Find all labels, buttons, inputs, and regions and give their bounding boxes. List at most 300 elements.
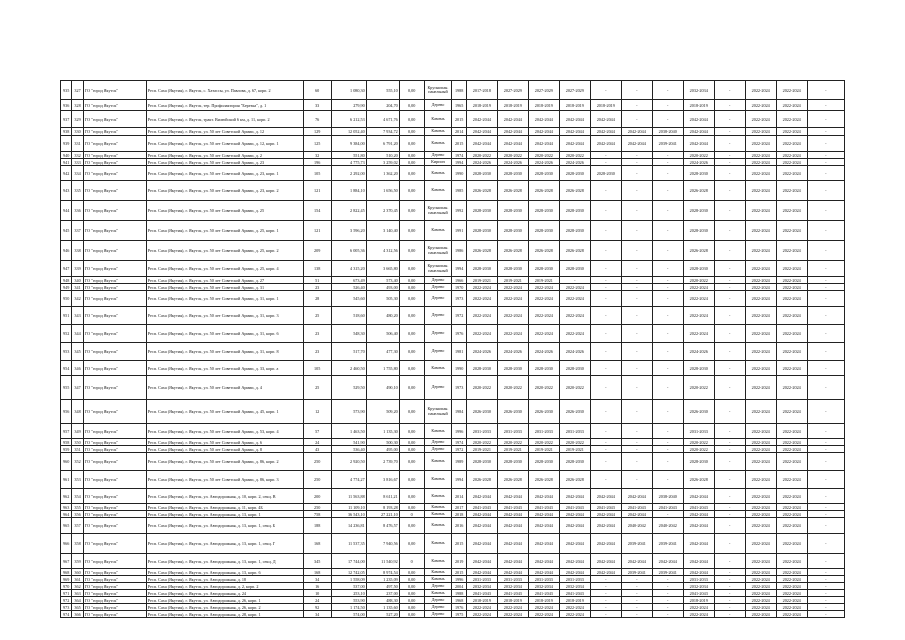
- table-row: [61, 569, 845, 576]
- repair-period-cell: -: [621, 400, 652, 424]
- row-number-cell: 955: [61, 376, 72, 400]
- repair-period-cell: 2042-2044: [590, 534, 621, 554]
- cost-value-cell: 0,00: [399, 201, 424, 221]
- repair-period-cell: 2022-2024: [745, 376, 776, 400]
- house-id-cell: 358: [72, 534, 83, 554]
- repair-period-cell: -: [807, 166, 844, 181]
- repair-period-cell: 2028-2030: [528, 453, 559, 471]
- table-row: [61, 583, 845, 590]
- apartment-count-cell: 758: [303, 511, 331, 518]
- cost-value-cell: 0,00: [399, 307, 424, 325]
- repair-period-cell: 2018-2019: [497, 100, 528, 111]
- repair-period-cell: -: [590, 376, 621, 400]
- repair-period-cell: 2042-2044: [528, 554, 559, 569]
- repair-period-cell: 2028-2030: [528, 261, 559, 277]
- repair-period-cell: -: [807, 534, 844, 554]
- repair-period-cell: 2041-2043: [652, 504, 683, 511]
- repair-period-cell: -: [652, 307, 683, 325]
- house-id-cell: 332: [72, 152, 83, 159]
- living-area-cell: 490,10: [366, 376, 399, 400]
- repair-period-cell: -: [652, 284, 683, 291]
- wall-material-cell: Камень: [424, 471, 452, 489]
- repair-period-cell: 2042-2044: [683, 511, 714, 518]
- living-area-cell: 3 816,67: [366, 471, 399, 489]
- owner-name-cell: ГО "город Якутск": [83, 471, 146, 489]
- living-area-cell: 3 140,40: [366, 221, 399, 241]
- repair-period-cell: -: [590, 576, 621, 583]
- owner-name-cell: ГО "город Якутск": [83, 439, 146, 446]
- build-year-cell: 1990: [452, 361, 466, 376]
- repair-period-cell: 2022-2024: [776, 277, 807, 284]
- repair-period-cell: -: [652, 325, 683, 343]
- total-area-cell: 4 315,20: [331, 261, 366, 277]
- cost-value-cell: 0,00: [399, 100, 424, 111]
- repair-period-cell: -: [621, 261, 652, 277]
- owner-name-cell: ГО "город Якутск": [83, 181, 146, 201]
- table-row: [61, 534, 845, 554]
- house-address-cell: Респ. Саха (Якутия), г. Якутск, ул. Автодорожная, д. 24: [146, 590, 303, 597]
- repair-period-cell: 2042-2044: [621, 554, 652, 569]
- living-area-cell: 27 221,10: [366, 511, 399, 518]
- apartment-count-cell: 200: [303, 489, 331, 504]
- table-row: [61, 453, 845, 471]
- owner-name-cell: ГО "город Якутск": [83, 453, 146, 471]
- repair-period-cell: 2042-2044: [559, 511, 590, 518]
- repair-period-cell: 2042-2044: [621, 136, 652, 152]
- repair-period-cell: 2042-2044: [683, 128, 714, 136]
- row-number-cell: 971: [61, 590, 72, 597]
- apartment-count-cell: 25: [303, 307, 331, 325]
- repair-period-cell: -: [652, 201, 683, 221]
- repair-period-cell: 2024-2026: [497, 343, 528, 361]
- owner-name-cell: ГО "город Якутск": [83, 511, 146, 518]
- repair-period-cell: -: [714, 376, 745, 400]
- repair-period-cell: 2018-2019: [683, 597, 714, 604]
- repair-period-cell: -: [652, 511, 683, 518]
- repair-period-cell: -: [652, 439, 683, 446]
- total-area-cell: 36 543,10: [331, 511, 366, 518]
- living-area-cell: 3 665,80: [366, 261, 399, 277]
- wall-material-cell: Камень: [424, 181, 452, 201]
- house-id-cell: 355: [72, 504, 83, 511]
- apartment-count-cell: 12: [303, 400, 331, 424]
- repair-period-cell: -: [652, 576, 683, 583]
- wall-material-cell: Дерево: [424, 376, 452, 400]
- apartment-count-cell: 60: [303, 81, 331, 100]
- repair-period-cell: 2018-2019: [590, 100, 621, 111]
- repair-period-cell: 2022-2024: [745, 136, 776, 152]
- total-area-cell: 11 563,88: [331, 489, 366, 504]
- repair-period-cell: -: [652, 221, 683, 241]
- house-id-cell: 334: [72, 166, 83, 181]
- repair-period-cell: 2042-2044: [497, 511, 528, 518]
- repair-period-cell: -: [652, 241, 683, 261]
- repair-period-cell: 2020-2022: [528, 152, 559, 159]
- build-year-cell: 1985: [452, 181, 466, 201]
- repair-period-cell: -: [652, 261, 683, 277]
- repair-period-cell: -: [621, 221, 652, 241]
- repair-period-cell: -: [652, 453, 683, 471]
- total-area-cell: 1 558,09: [331, 576, 366, 583]
- table-row: [61, 376, 845, 400]
- repair-period-cell: 2022-2024: [745, 590, 776, 597]
- living-area-cell: 555,10: [366, 81, 399, 100]
- table-row: [61, 471, 845, 489]
- house-id-cell: 364: [72, 597, 83, 604]
- wall-material-cell: Камень: [424, 534, 452, 554]
- row-number-cell: 951: [61, 307, 72, 325]
- repair-period-cell: 2028-2030: [497, 453, 528, 471]
- repair-period-cell: -: [807, 424, 844, 439]
- repair-period-cell: 2041-2043: [683, 504, 714, 511]
- living-area-cell: 3 259,02: [366, 159, 399, 166]
- table-row: [61, 400, 845, 424]
- repair-period-cell: 2022-2024: [776, 471, 807, 489]
- repair-period-cell: 2042-2044: [497, 554, 528, 569]
- row-number-cell: 973: [61, 604, 72, 611]
- repair-period-cell: 2022-2024: [466, 284, 497, 291]
- wall-material-cell: Камень: [424, 518, 452, 534]
- repair-period-cell: 2022-2024: [745, 597, 776, 604]
- living-area-cell: 509,20: [366, 400, 399, 424]
- living-area-cell: 8 611,21: [366, 489, 399, 504]
- repair-period-cell: 2042-2044: [559, 136, 590, 152]
- repair-period-cell: 2039-2041: [652, 569, 683, 576]
- build-year-cell: 1994: [452, 261, 466, 277]
- row-number-cell: 937: [61, 111, 72, 128]
- table-row: [61, 201, 845, 221]
- repair-period-cell: 2028-2030: [683, 361, 714, 376]
- repair-period-cell: -: [652, 81, 683, 100]
- table-row: [61, 446, 845, 453]
- row-number-cell: 943: [61, 181, 72, 201]
- repair-period-cell: 2042-2044: [590, 554, 621, 569]
- table-row: [61, 111, 845, 128]
- repair-period-cell: 2031-2033: [528, 424, 559, 439]
- wall-material-cell: Дерево: [424, 152, 452, 159]
- repair-period-cell: -: [714, 400, 745, 424]
- repair-period-cell: -: [714, 504, 745, 511]
- build-year-cell: 2014: [452, 128, 466, 136]
- repair-period-cell: 2042-2044: [528, 518, 559, 534]
- house-id-cell: 328: [72, 100, 83, 111]
- repair-period-cell: 2019-2021: [528, 446, 559, 453]
- house-id-cell: 352: [72, 453, 83, 471]
- repair-period-cell: 2042-2044: [683, 136, 714, 152]
- build-year-cell: 2018: [452, 511, 466, 518]
- repair-period-cell: 2026-2028: [683, 181, 714, 201]
- repair-period-cell: -: [621, 446, 652, 453]
- repair-period-cell: 2022-2024: [745, 611, 776, 618]
- table-row: [61, 284, 845, 291]
- repair-period-cell: -: [807, 611, 844, 618]
- living-area-cell: 1 362,20: [366, 166, 399, 181]
- repair-period-cell: 2038-2040: [652, 128, 683, 136]
- total-area-cell: 1 884,10: [331, 181, 366, 201]
- house-address-cell: Респ. Саха (Якутия), г. Якутск, ул. 50 лет Советской Армии, д. 8: [146, 446, 303, 453]
- wall-material-cell: Крупнопан. панельный: [424, 241, 452, 261]
- wall-material-cell: Дерево: [424, 307, 452, 325]
- repair-period-cell: 2028-2030: [466, 166, 497, 181]
- cost-value-cell: 0,00: [399, 361, 424, 376]
- house-address-cell: Респ. Саха (Якутия), г. Якутск, ул. Автодорожная, д. 28, корп. 1: [146, 611, 303, 618]
- house-id-cell: 348: [72, 400, 83, 424]
- repair-period-cell: -: [714, 518, 745, 534]
- build-year-cell: 2015: [452, 136, 466, 152]
- repair-period-cell: 2042-2044: [528, 128, 559, 136]
- repair-period-cell: -: [621, 343, 652, 361]
- repair-period-cell: 2022-2024: [776, 446, 807, 453]
- repair-period-cell: -: [652, 111, 683, 128]
- row-number-cell: 950: [61, 291, 72, 307]
- house-id-cell: 335: [72, 181, 83, 201]
- repair-period-cell: 2022-2024: [745, 569, 776, 576]
- repair-period-cell: 2022-2024: [776, 518, 807, 534]
- repair-period-cell: 2028-2030: [497, 201, 528, 221]
- repair-period-cell: 2039-2041: [652, 136, 683, 152]
- repair-period-cell: -: [807, 361, 844, 376]
- repair-period-cell: 2041-2043: [559, 504, 590, 511]
- apartment-count-cell: 24: [303, 597, 331, 604]
- living-area-cell: 1 656,50: [366, 181, 399, 201]
- repair-period-cell: 2026-2028: [497, 471, 528, 489]
- repair-period-cell: 2022-2024: [683, 604, 714, 611]
- wall-material-cell: Камень: [424, 166, 452, 181]
- repair-period-cell: 2041-2043: [590, 504, 621, 511]
- repair-period-cell: 2028-2030: [559, 261, 590, 277]
- repair-period-cell: -: [714, 159, 745, 166]
- repair-period-cell: -: [714, 590, 745, 597]
- build-year-cell: 2016: [452, 518, 466, 534]
- house-address-cell: Респ. Саха (Якутия), г. Якутск, ул. Автодорожная, д. 13, корп. 1, секц. Б: [146, 518, 303, 534]
- house-id-cell: 343: [72, 307, 83, 325]
- repair-period-cell: 2019-2021: [559, 446, 590, 453]
- repair-period-cell: 2022-2024: [745, 400, 776, 424]
- repair-period-cell: 2028-2030: [466, 221, 497, 241]
- repair-period-cell: 2022-2024: [776, 554, 807, 569]
- house-id-cell: 359: [72, 554, 83, 569]
- owner-name-cell: ГО "город Якутск": [83, 583, 146, 590]
- house-address-cell: Респ. Саха (Якутия), г. Якутск, тракт. Вилюйский 6 км, д. 11, корп. 2: [146, 111, 303, 128]
- repair-period-cell: 2020-2022: [683, 277, 714, 284]
- repair-period-cell: -: [714, 576, 745, 583]
- house-address-cell: Респ. Саха (Якутия), г. Якутск, ул. Автодорожная, д. 10, корп. 2, секц. В: [146, 489, 303, 504]
- house-id-cell: 338: [72, 241, 83, 261]
- repair-period-cell: 2022-2024: [745, 518, 776, 534]
- cost-value-cell: 0,00: [399, 152, 424, 159]
- repair-period-cell: -: [652, 277, 683, 284]
- house-address-cell: Респ. Саха (Якутия), г. Якутск, ул. Автодорожная, д. 13, корп. 1: [146, 511, 303, 518]
- table-row: [61, 166, 845, 181]
- repair-period-cell: 2028-2030: [497, 361, 528, 376]
- repair-period-cell: 2019-2021: [466, 446, 497, 453]
- cost-value-cell: 0: [399, 554, 424, 569]
- total-area-cell: 6 005,36: [331, 241, 366, 261]
- apartment-count-cell: 138: [303, 261, 331, 277]
- repair-period-cell: -: [714, 453, 745, 471]
- house-id-cell: 333: [72, 159, 83, 166]
- owner-name-cell: ГО "город Якутск": [83, 576, 146, 583]
- cost-value-cell: 0,00: [399, 576, 424, 583]
- repair-period-cell: -: [714, 111, 745, 128]
- table-row: [61, 261, 845, 277]
- row-number-cell: 953: [61, 343, 72, 361]
- wall-material-cell: Дерево: [424, 343, 452, 361]
- cost-value-cell: 0,00: [399, 590, 424, 597]
- repair-period-cell: -: [652, 446, 683, 453]
- owner-name-cell: ГО "город Якутск": [83, 534, 146, 554]
- repair-period-cell: -: [714, 583, 745, 590]
- build-year-cell: 1984: [452, 400, 466, 424]
- build-year-cell: 2014: [452, 489, 466, 504]
- repair-period-cell: -: [807, 221, 844, 241]
- living-area-cell: 2 370,45: [366, 201, 399, 221]
- repair-period-cell: 2022-2024: [745, 554, 776, 569]
- wall-material-cell: Камень: [424, 511, 452, 518]
- repair-period-cell: -: [590, 307, 621, 325]
- house-id-cell: 366: [72, 611, 83, 618]
- house-address-cell: Респ. Саха (Якутия), г. Якутск, ул. Автодорожная, д. 13, корп. 1, секц. Г: [146, 534, 303, 554]
- table-row: [61, 604, 845, 611]
- total-area-cell: 4 774,27: [331, 471, 366, 489]
- cost-value-cell: 0: [399, 511, 424, 518]
- repair-period-cell: -: [714, 277, 745, 284]
- repair-period-cell: 2040-2042: [621, 518, 652, 534]
- repair-period-cell: 2020-2022: [683, 446, 714, 453]
- repair-period-cell: -: [652, 159, 683, 166]
- house-address-cell: Респ. Саха (Якутия), г. Якутск, ул. 50 лет Советской Армии, д. 2: [146, 152, 303, 159]
- repair-period-cell: -: [621, 325, 652, 343]
- build-year-cell: 1970: [452, 284, 466, 291]
- apartment-count-cell: 25: [303, 376, 331, 400]
- apartment-count-cell: 250: [303, 471, 331, 489]
- row-number-cell: 970: [61, 583, 72, 590]
- wall-material-cell: Дерево: [424, 583, 452, 590]
- apartment-count-cell: 250: [303, 504, 331, 511]
- house-address-cell: Респ. Саха (Якутия), г. Якутск, ул. 50 лет Советской Армии, д. 25, корп. 1: [146, 221, 303, 241]
- row-number-cell: 942: [61, 166, 72, 181]
- house-id-cell: 345: [72, 343, 83, 361]
- repair-period-cell: 2022-2024: [466, 325, 497, 343]
- cost-value-cell: 0,00: [399, 504, 424, 511]
- row-number-cell: 944: [61, 201, 72, 221]
- house-address-cell: Респ. Саха (Якутия), г. Якутск, тер. Профилактория "Березка", д. 1: [146, 100, 303, 111]
- total-area-cell: 548,30: [331, 325, 366, 343]
- row-number-cell: 946: [61, 241, 72, 261]
- repair-period-cell: 2019-2021: [497, 446, 528, 453]
- repair-period-cell: 2039-2041: [621, 569, 652, 576]
- build-year-cell: 2019: [452, 554, 466, 569]
- house-address-cell: Респ. Саха (Якутия), г. Якутск, ул. Автодорожная, д. 13, корп. 1, секц. Д: [146, 554, 303, 569]
- repair-period-cell: -: [807, 489, 844, 504]
- cost-value-cell: 0,00: [399, 583, 424, 590]
- repair-period-cell: 2024-2026: [528, 159, 559, 166]
- repair-period-cell: 2022-2024: [745, 489, 776, 504]
- repair-period-cell: 2026-2028: [528, 181, 559, 201]
- repair-period-cell: 2028-2030: [683, 453, 714, 471]
- repair-period-cell: -: [714, 361, 745, 376]
- owner-name-cell: ГО "город Якутск": [83, 128, 146, 136]
- house-id-cell: 346: [72, 361, 83, 376]
- total-area-cell: 11 109,10: [331, 504, 366, 511]
- repair-period-cell: 2022-2024: [745, 100, 776, 111]
- repair-period-cell: 2022-2024: [776, 201, 807, 221]
- total-area-cell: 2 822,45: [331, 201, 366, 221]
- apartment-count-cell: 51: [303, 277, 331, 284]
- house-id-cell: 351: [72, 446, 83, 453]
- house-address-cell: Респ. Саха (Якутия), г. Якутск, ул. 50 лет Советской Армии, д. 4: [146, 376, 303, 400]
- house-address-cell: Респ. Саха (Якутия), г. Якутск, ул. 50 лет Советской Армии, д. 27: [146, 277, 303, 284]
- repair-period-cell: 2026-2030: [528, 400, 559, 424]
- repair-period-cell: 2022-2024: [776, 453, 807, 471]
- repair-period-cell: 2018-2019: [683, 100, 714, 111]
- cost-value-cell: 0,00: [399, 221, 424, 241]
- repair-period-cell: -: [714, 152, 745, 159]
- repair-period-cell: -: [590, 81, 621, 100]
- repair-period-cell: 2026-2028: [683, 471, 714, 489]
- repair-period-cell: 2022-2024: [497, 611, 528, 618]
- owner-name-cell: ГО "город Якутск": [83, 166, 146, 181]
- repair-period-cell: 2042-2044: [466, 518, 497, 534]
- repair-period-cell: 2031-2033: [559, 576, 590, 583]
- repair-period-cell: 2031-2033: [683, 576, 714, 583]
- repair-period-cell: 2022-2024: [776, 81, 807, 100]
- house-id-cell: 336: [72, 201, 83, 221]
- house-id-cell: 341: [72, 284, 83, 291]
- repair-period-cell: 2022-2024: [497, 284, 528, 291]
- repair-period-cell: 2042-2044: [590, 128, 621, 136]
- build-year-cell: 2015: [452, 111, 466, 128]
- repair-period-cell: 2022-2024: [745, 325, 776, 343]
- repair-period-cell: 2042-2044: [590, 518, 621, 534]
- build-year-cell: 1966: [452, 277, 466, 284]
- row-number-cell: 947: [61, 261, 72, 277]
- repair-period-cell: 2022-2024: [776, 152, 807, 159]
- repair-period-cell: -: [621, 583, 652, 590]
- build-year-cell: 1972: [452, 446, 466, 453]
- row-number-cell: 965: [61, 518, 72, 534]
- repair-period-cell: -: [652, 361, 683, 376]
- repair-period-cell: 2041-2043: [683, 590, 714, 597]
- wall-material-cell: Камень: [424, 453, 452, 471]
- repair-period-cell: 2031-2033: [497, 576, 528, 583]
- repair-period-cell: -: [807, 307, 844, 325]
- owner-name-cell: ГО "город Якутск": [83, 284, 146, 291]
- repair-period-cell: 2024-2026: [466, 159, 497, 166]
- table-row: [61, 307, 845, 325]
- living-area-cell: 1 235,09: [366, 576, 399, 583]
- apartment-count-cell: 209: [303, 241, 331, 261]
- repair-period-cell: -: [807, 152, 844, 159]
- repair-period-cell: -: [807, 376, 844, 400]
- house-address-cell: Респ. Саха (Якутия), г. Якутск, ул. 50 лет Советской Армии, д. 6: [146, 439, 303, 446]
- repair-period-cell: 2042-2044: [559, 128, 590, 136]
- table-row: [61, 554, 845, 569]
- repair-period-cell: 2041-2043: [528, 504, 559, 511]
- repair-period-cell: 2022-2024: [745, 277, 776, 284]
- house-address-cell: Респ. Саха (Якутия), г. Якутск, ул. 50 лет Советской Армии, д. 12: [146, 128, 303, 136]
- repair-period-cell: -: [621, 453, 652, 471]
- house-id-cell: 356: [72, 511, 83, 518]
- cost-value-cell: 0,00: [399, 181, 424, 201]
- repair-period-cell: 2022-2024: [683, 611, 714, 618]
- row-number-cell: 964: [61, 511, 72, 518]
- total-area-cell: 536,40: [331, 446, 366, 453]
- repair-period-cell: 2022-2024: [745, 604, 776, 611]
- table-row: [61, 511, 845, 518]
- repair-period-cell: -: [590, 597, 621, 604]
- repair-period-cell: 2040-2042: [652, 518, 683, 534]
